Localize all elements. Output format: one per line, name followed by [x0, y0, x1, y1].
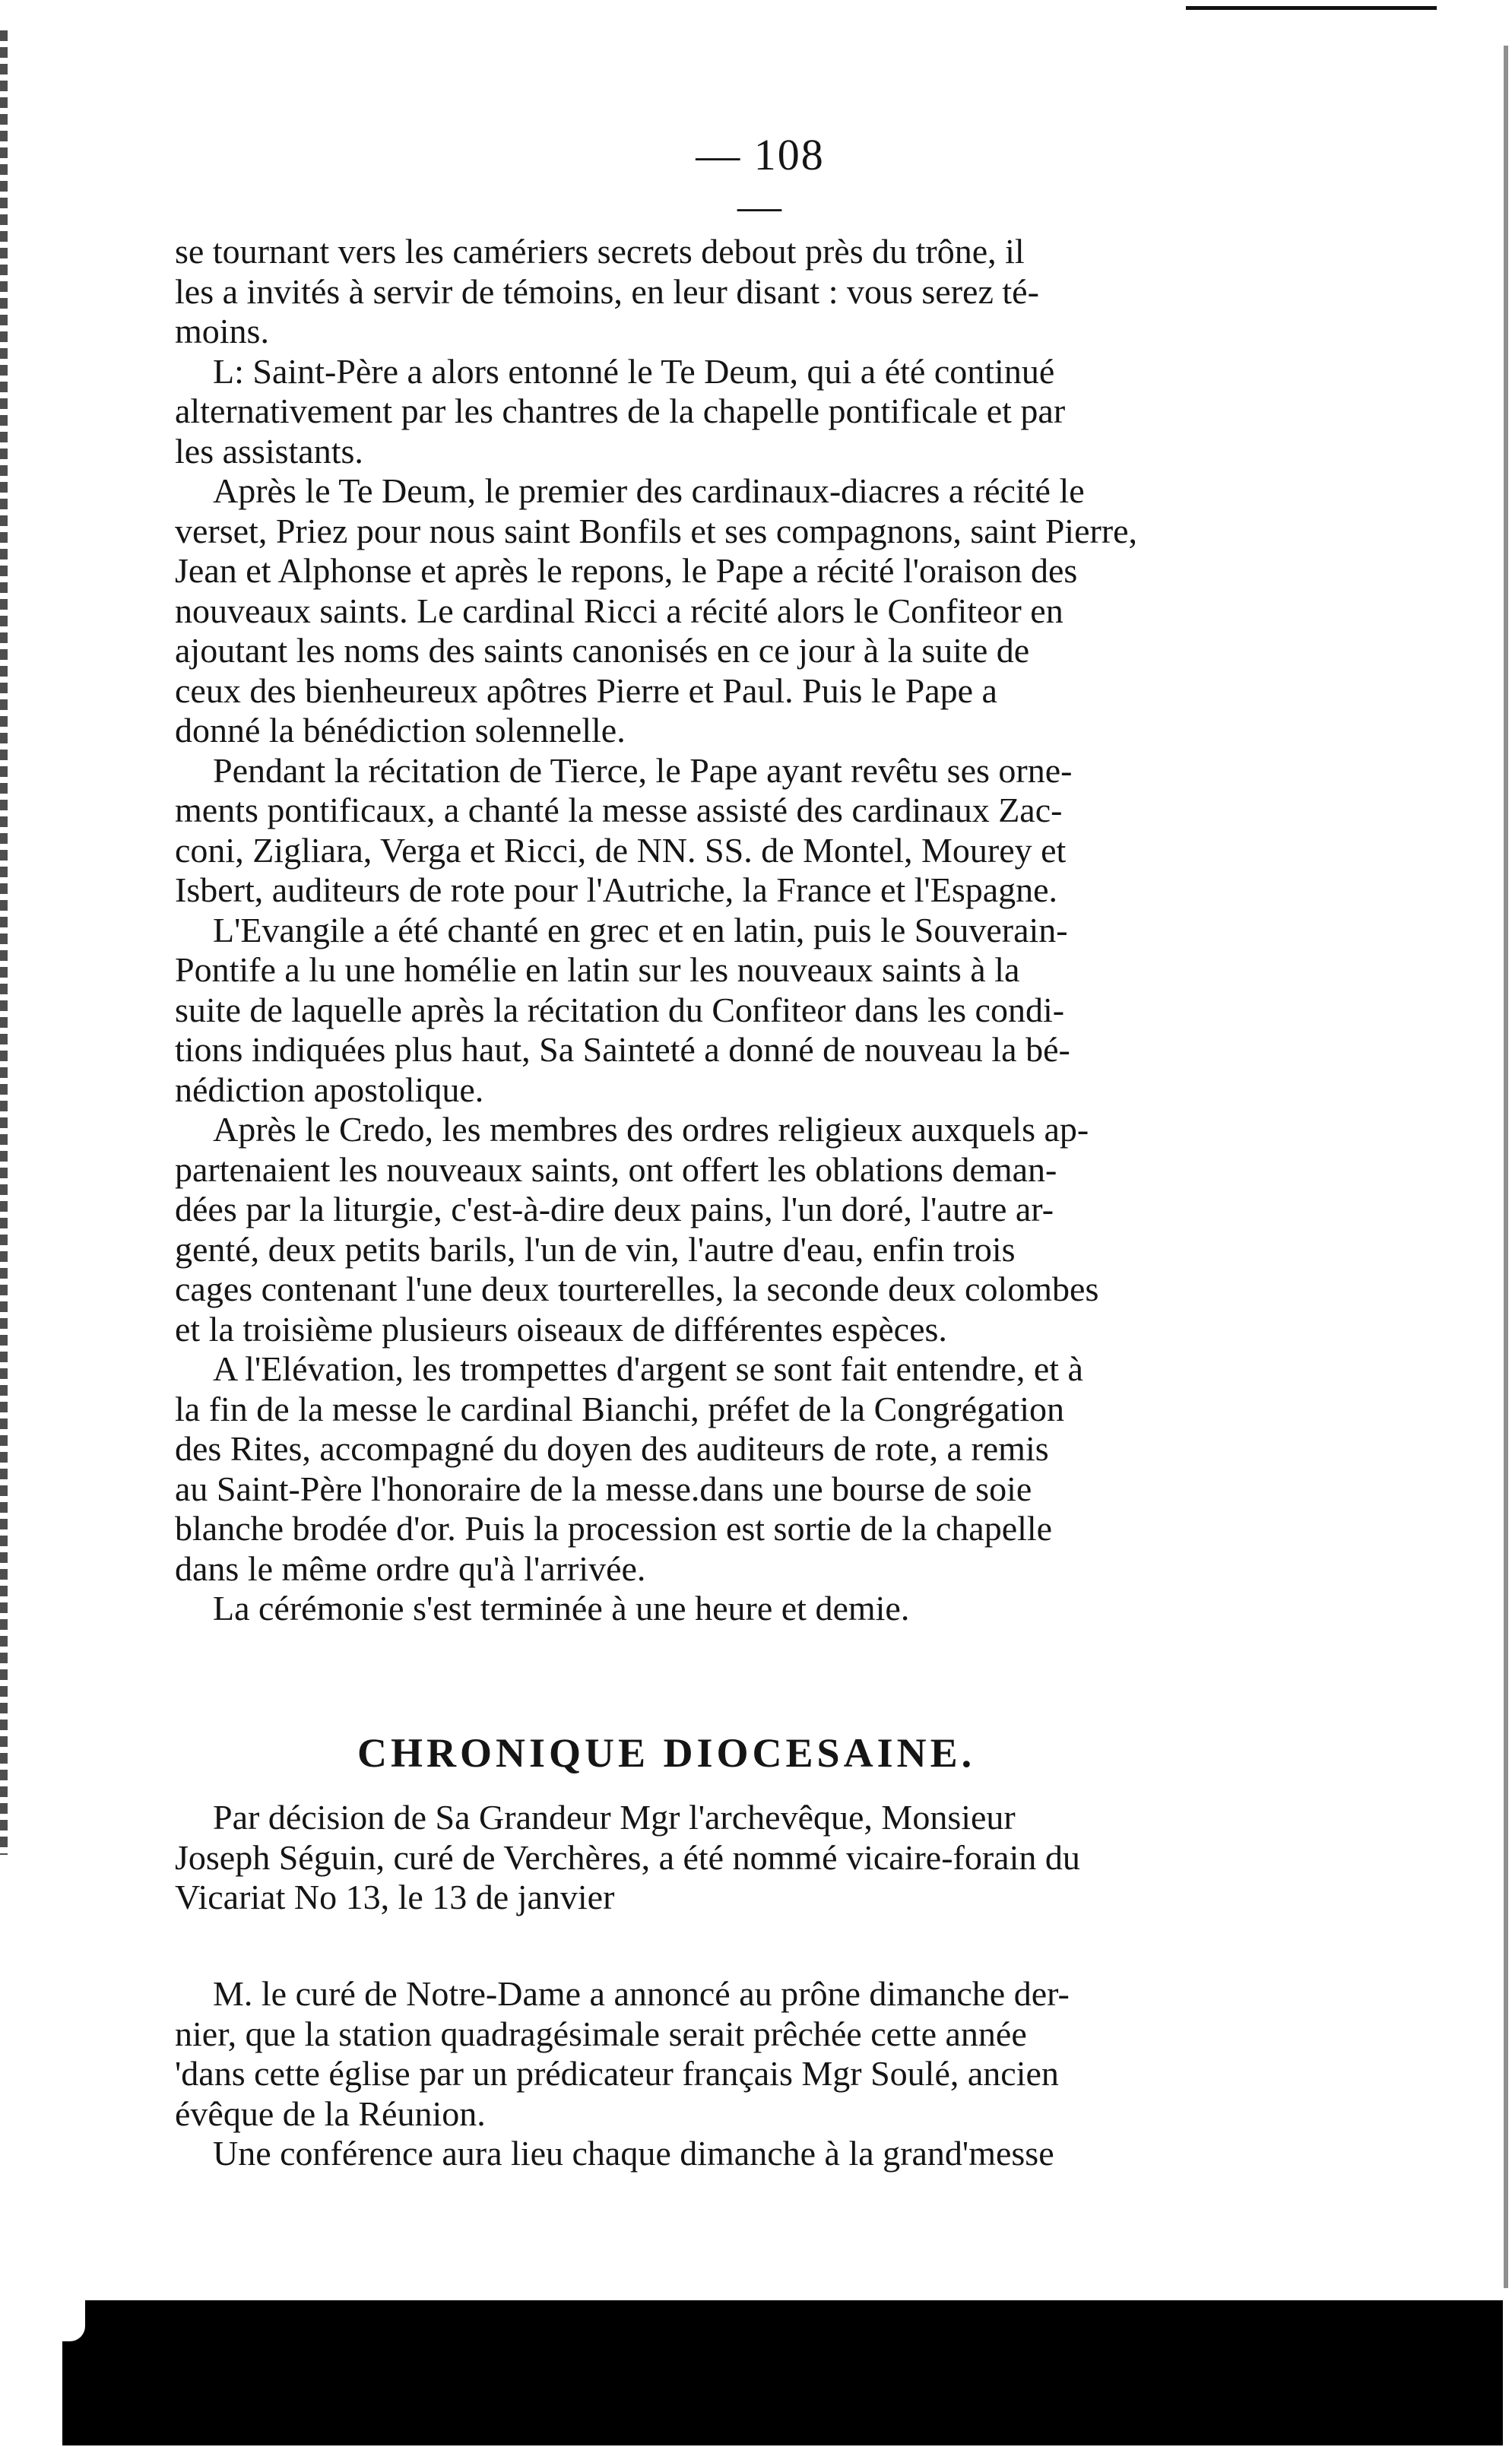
- text-line: Pendant la récitation de Tierce, le Pape ayant revêtu ses orne-: [213, 750, 1073, 790]
- section-paragraph-1: [175, 1798, 1368, 1918]
- text-line: Joseph Séguin, curé de Verchères, a été nommé vicaire-forain du: [175, 1837, 1080, 1877]
- left-binding-edge: [0, 30, 8, 1855]
- text-line: Jean et Alphonse et après le repons, le Pape a récité l'oraison des: [175, 551, 1078, 590]
- right-scan-edge: [1504, 46, 1508, 2288]
- text-line: la fin de la messe le cardinal Bianchi, préfet de la Congrégation: [175, 1389, 1064, 1428]
- top-edge-rule: [1186, 6, 1437, 10]
- text-line: Une conférence aura lieu chaque dimanche à la grand'messe: [213, 2134, 1054, 2173]
- text-line: au Saint-Père l'honoraire de la messe.dans une bourse de soie: [175, 1469, 1032, 1508]
- scan-border-notch: [55, 2296, 85, 2341]
- text-line: ceux des bienheureux apôtres Pierre et Paul. Puis le Pape a: [175, 670, 997, 710]
- text-line: nouveaux saints. Le cardinal Ricci a récité alors le Confiteor en: [175, 591, 1063, 630]
- text-line: dans le même ordre qu'à l'arrivée.: [175, 1548, 646, 1588]
- page-number: — 108 —: [696, 130, 825, 230]
- text-line: nier, que la station quadragésimale serait prêchée cette année: [175, 2014, 1027, 2053]
- text-line: genté, deux petits barils, l'un de vin, l'autre d'eau, enfin trois: [175, 1229, 1016, 1269]
- text-line: partenaient les nouveaux saints, ont offert les oblations deman-: [175, 1149, 1057, 1189]
- text-line: L: Saint-Père a alors entonné le Te Deum, qui a été continué: [213, 351, 1055, 391]
- section-paragraph-2: [175, 1974, 1368, 2174]
- text-line: les assistants.: [175, 431, 363, 471]
- text-line: Isbert, auditeurs de rote pour l'Autriche, la France et l'Espagne.: [175, 870, 1058, 909]
- text-line: L'Evangile a été chanté en grec et en latin, puis le Souverain-: [213, 910, 1068, 949]
- text-line: se tournant vers les camériers secrets debout près du trône, il: [175, 232, 1025, 271]
- text-line: 'dans cette église par un prédicateur français Mgr Soulé, ancien: [175, 2054, 1059, 2093]
- text-line: verset, Priez pour nous saint Bonfils et ses compagnons, saint Pierre,: [175, 511, 1138, 550]
- text-line: Après le Te Deum, le premier des cardinaux-diacres a récité le: [213, 471, 1085, 510]
- text-line: les a invités à servir de témoins, en leur disant : vous serez té-: [175, 271, 1039, 311]
- text-line: ajoutant les noms des saints canonisés en ce jour à la suite de: [175, 631, 1030, 670]
- text-line: coni, Zigliara, Verga et Ricci, de NN. SS. de Montel, Mourey et: [175, 830, 1067, 870]
- text-line: Par décision de Sa Grandeur Mgr l'archevêque, Monsieur: [213, 1798, 1016, 1837]
- text-line: moins.: [175, 312, 269, 350]
- text-line: cages contenant l'une deux tourterelles, la seconde deux colombes: [175, 1269, 1099, 1308]
- text-line: donné la bénédiction solennelle.: [175, 711, 626, 750]
- text-line: A l'Elévation, les trompettes d'argent se sont fait entendre, et à: [213, 1349, 1083, 1388]
- text-line: tions indiquées plus haut, Sa Sainteté a donné de nouveau la bé-: [175, 1030, 1070, 1069]
- text-line: Pontife a lu une homélie en latin sur les nouveaux saints à la: [175, 950, 1020, 989]
- text-line: nédiction apostolique.: [175, 1070, 484, 1109]
- text-line: ments pontificaux, a chanté la messe assisté des cardinaux Zac-: [175, 791, 1063, 829]
- text-line: alternativement par les chantres de la chapelle pontificale et par: [175, 391, 1066, 430]
- text-line: suite de laquelle après la récitation du Confiteor dans les condi-: [175, 990, 1065, 1029]
- text-line: Vicariat No 13, le 13 de janvier: [175, 1878, 615, 1916]
- text-line: évêque de la Réunion.: [175, 2094, 486, 2133]
- scan-border-bottom: [62, 2300, 1503, 2445]
- text-line: des Rites, accompagné du doyen des auditeurs de rote, a remis: [175, 1429, 1049, 1468]
- text-line: Après le Credo, les membres des ordres religieux auxquels ap-: [213, 1110, 1089, 1149]
- text-line: M. le curé de Notre-Dame a annoncé au prône dimanche der-: [213, 1974, 1070, 2013]
- body-text: [175, 232, 1368, 1629]
- text-line: et la troisième plusieurs oiseaux de différentes espèces.: [175, 1309, 947, 1349]
- section-heading: CHRONIQUE DIOCESAINE.: [357, 1730, 976, 1776]
- text-line: dées par la liturgie, c'est-à-dire deux pains, l'un doré, l'autre ar-: [175, 1190, 1054, 1228]
- text-line: La cérémonie s'est terminée à une heure et demie.: [213, 1589, 910, 1628]
- text-line: blanche brodée d'or. Puis la procession est sortie de la chapelle: [175, 1509, 1053, 1548]
